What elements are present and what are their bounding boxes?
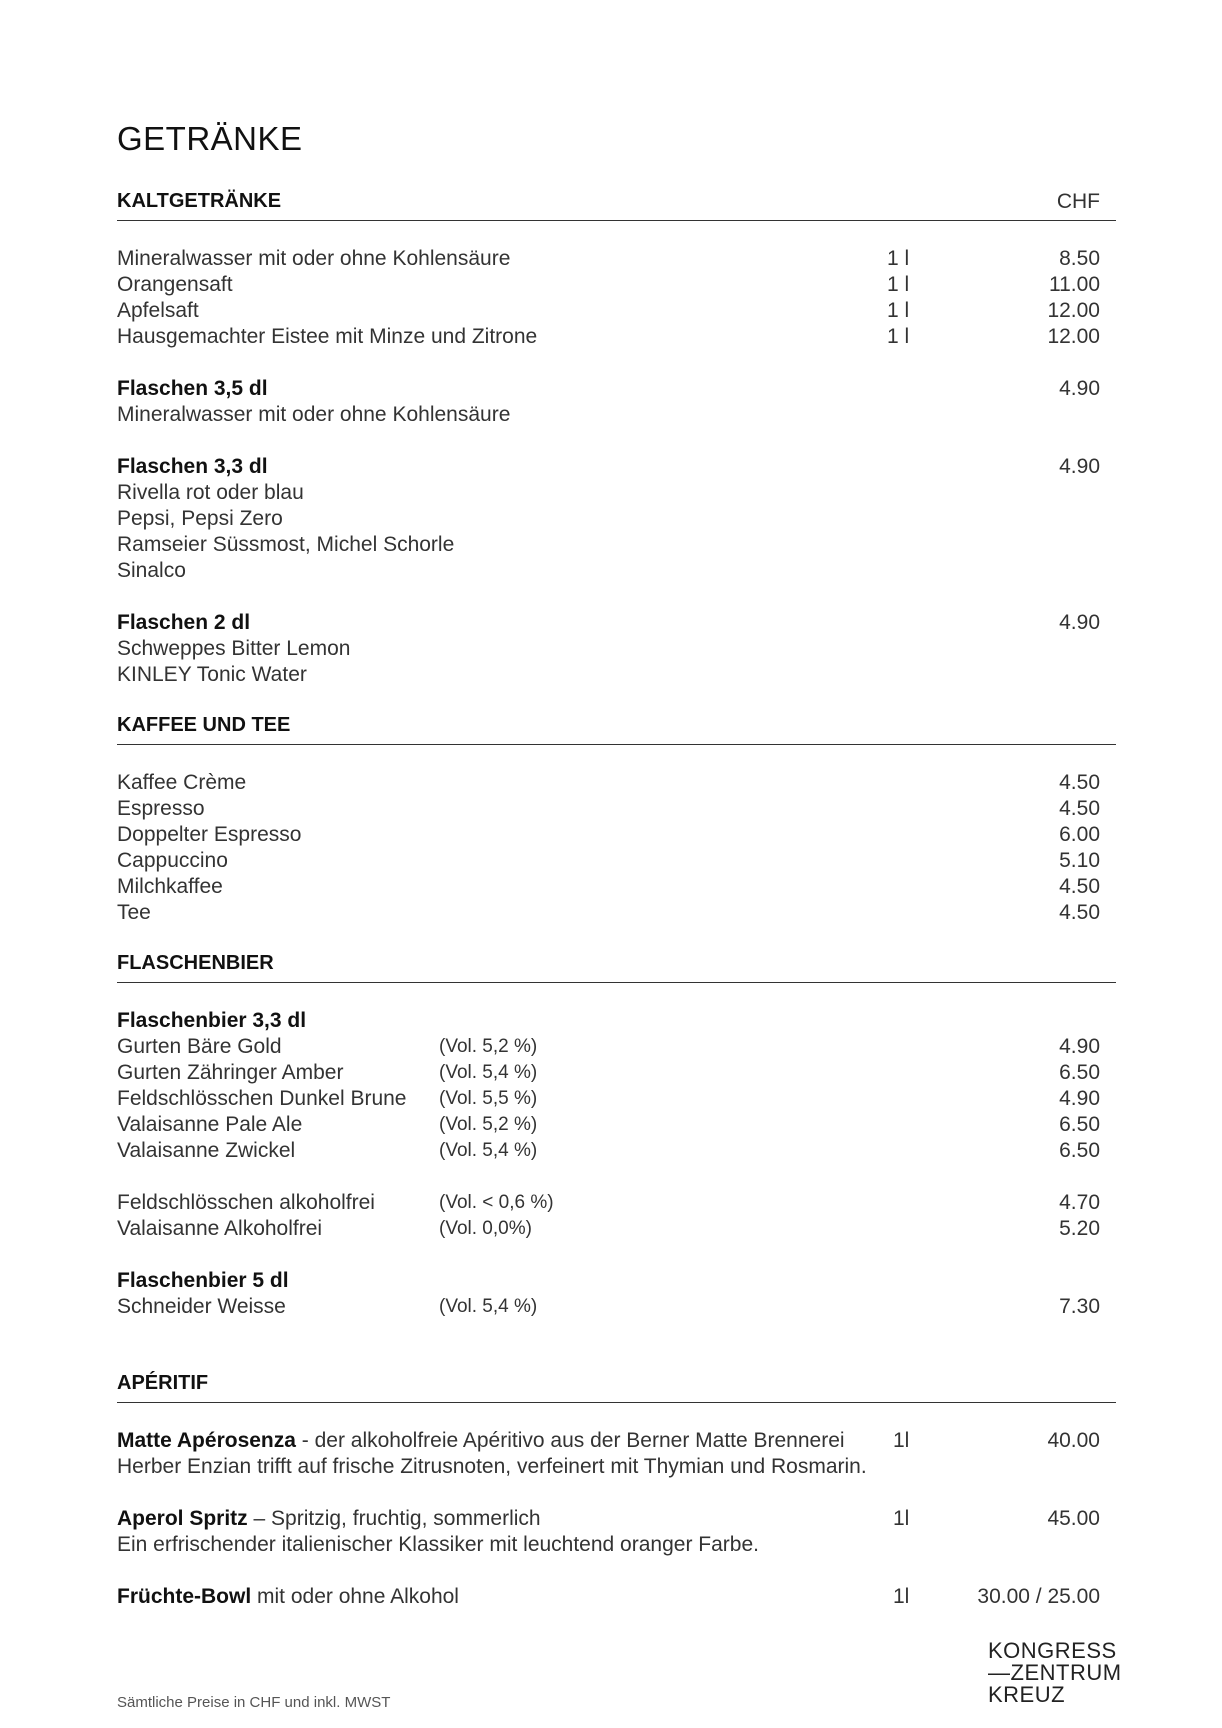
item-description-line (117, 1532, 1116, 1558)
item-size: 1 l (887, 325, 910, 348)
item-name: Tee (117, 901, 151, 924)
list-item (117, 402, 1116, 428)
menu-item (117, 272, 1116, 298)
item-price: 12.00 (1047, 299, 1100, 322)
item-size: 1 l (887, 273, 910, 296)
section-header-flaschenbier (117, 952, 1116, 983)
item-name: Schneider Weisse (117, 1295, 286, 1318)
item-price: 4.90 (1059, 1087, 1100, 1110)
item-name: Feldschlösschen Dunkel Brune (117, 1087, 407, 1110)
item-price: 8.50 (1059, 247, 1100, 270)
group-heading-flaschen-33 (117, 454, 1116, 480)
group-price: 4.90 (1059, 455, 1100, 478)
item-price: 7.30 (1059, 1295, 1100, 1318)
item-volume: (Vol. 0,0%) (439, 1218, 532, 1239)
item-price: 4.50 (1059, 771, 1100, 794)
group-title: Flaschen 2 dl (117, 611, 251, 634)
item-name: Pepsi, Pepsi Zero (117, 507, 283, 530)
item-name: Valaisanne Alkoholfrei (117, 1217, 323, 1240)
item-price: 6.50 (1059, 1061, 1100, 1084)
section-title: KAFFEE UND TEE (117, 714, 291, 736)
menu-item (117, 1086, 1116, 1112)
item-name: Milchkaffee (117, 875, 223, 898)
item-name: Ramseier Süssmost, Michel Schorle (117, 533, 455, 556)
group-title: Flaschen 3,3 dl (117, 455, 268, 478)
item-price: 4.50 (1059, 901, 1100, 924)
item-description: mit oder ohne Alkohol (251, 1585, 459, 1608)
item-volume: (Vol. < 0,6 %) (439, 1192, 554, 1213)
item-price: 5.20 (1059, 1217, 1100, 1240)
logo-line: —ZENTRUM (988, 1660, 1122, 1685)
item-price: 6.50 (1059, 1113, 1100, 1136)
item-detail: Herber Enzian trifft auf frische Zitrusnoten, verfeinert mit Thymian und Rosmarin. (117, 1455, 867, 1478)
item-description-line (117, 1454, 1116, 1480)
menu-item (117, 1584, 1116, 1610)
item-name (117, 1506, 541, 1532)
menu-item (117, 796, 1116, 822)
kongresszentrum-kreuz-logo (988, 1640, 1122, 1706)
menu-item (117, 1060, 1116, 1086)
menu-item (117, 1428, 1116, 1454)
list-item (117, 662, 1116, 688)
item-name: Gurten Zähringer Amber (117, 1061, 344, 1084)
group-title: Flaschen 3,5 dl (117, 377, 268, 400)
group-price: 4.90 (1059, 377, 1100, 400)
item-price: 4.90 (1059, 1035, 1100, 1058)
item-name: Schweppes Bitter Lemon (117, 637, 351, 660)
item-name: Kaffee Crème (117, 771, 247, 794)
item-price: 4.50 (1059, 797, 1100, 820)
list-item (117, 532, 1116, 558)
item-volume: (Vol. 5,5 %) (439, 1088, 538, 1109)
group-title: Flaschenbier 3,3 dl (117, 1009, 307, 1032)
section-title: APÉRITIF (117, 1372, 209, 1394)
group-heading-flaschenbier-5 (117, 1268, 1116, 1294)
item-description: – Spritzig, fruchtig, sommerlich (247, 1507, 541, 1530)
menu-item (117, 298, 1116, 324)
item-name: Apfelsaft (117, 299, 199, 322)
list-item (117, 506, 1116, 532)
item-description: - der alkoholfreie Apéritivo aus der Berner Matte Brennerei (295, 1429, 845, 1452)
item-price: 6.50 (1059, 1139, 1100, 1162)
menu-item (117, 1190, 1116, 1216)
item-size: 1 l (887, 299, 910, 322)
menu-item (117, 1138, 1116, 1164)
item-name: Feldschlösschen alkoholfrei (117, 1191, 375, 1214)
item-volume: (Vol. 5,4 %) (439, 1062, 538, 1083)
section-header-kaffee-und-tee (117, 714, 1116, 745)
list-item (117, 480, 1116, 506)
item-name: Valaisanne Zwickel (117, 1139, 296, 1162)
menu-item (117, 1034, 1116, 1060)
menu-item (117, 1112, 1116, 1138)
list-item (117, 636, 1116, 662)
item-name: Rivella rot oder blau (117, 481, 304, 504)
menu-item (117, 848, 1116, 874)
item-title: Matte Apérosenza (117, 1429, 296, 1452)
item-name: Hausgemachter Eistee mit Minze und Zitrone (117, 325, 538, 348)
item-volume: (Vol. 5,4 %) (439, 1140, 538, 1161)
item-volume: (Vol. 5,2 %) (439, 1036, 538, 1057)
item-price: 40.00 (1047, 1429, 1100, 1452)
item-price: 45.00 (1047, 1507, 1100, 1530)
group-heading-flaschenbier-33 (117, 1008, 1116, 1034)
item-size: 1l (893, 1507, 910, 1530)
currency-label: CHF (1056, 190, 1100, 213)
group-title: Flaschenbier 5 dl (117, 1269, 289, 1292)
item-name: Doppelter Espresso (117, 823, 302, 846)
section-title: KALTGETRÄNKE (117, 190, 282, 212)
group-price: 4.90 (1059, 611, 1100, 634)
item-price: 6.00 (1059, 823, 1100, 846)
footer-note: Sämtliche Preise in CHF und inkl. MWST (117, 1694, 391, 1711)
item-name: Gurten Bäre Gold (117, 1035, 282, 1058)
menu-item (117, 1216, 1116, 1242)
item-size: 1l (893, 1429, 910, 1452)
group-heading-flaschen-2 (117, 610, 1116, 636)
item-name: Orangensaft (117, 273, 233, 296)
group-heading-flaschen-35 (117, 376, 1116, 402)
menu-item (117, 324, 1116, 350)
menu-item (117, 1506, 1116, 1532)
item-name: Valaisanne Pale Ale (117, 1113, 303, 1136)
section-header-kaltgetraenke (117, 190, 1116, 221)
menu-item (117, 1294, 1116, 1320)
menu-item (117, 822, 1116, 848)
item-title: Aperol Spritz (117, 1507, 248, 1530)
item-name: Sinalco (117, 559, 186, 582)
item-name: Espresso (117, 797, 205, 820)
item-price: 12.00 (1047, 325, 1100, 348)
menu-item (117, 246, 1116, 272)
section-header-aperitif (117, 1372, 1116, 1403)
item-size: 1 l (887, 247, 910, 270)
menu-item (117, 900, 1116, 926)
item-price: 5.10 (1059, 849, 1100, 872)
item-name (117, 1584, 459, 1610)
item-volume: (Vol. 5,4 %) (439, 1296, 538, 1317)
item-name: KINLEY Tonic Water (117, 663, 307, 686)
item-name (117, 1428, 845, 1454)
item-name: Mineralwasser mit oder ohne Kohlensäure (117, 403, 511, 426)
item-price: 4.70 (1059, 1191, 1100, 1214)
item-name: Cappuccino (117, 849, 228, 872)
section-title: FLASCHENBIER (117, 952, 274, 974)
item-detail: Ein erfrischender italienischer Klassiker mit leuchtend oranger Farbe. (117, 1533, 759, 1556)
page-title: GETRÄNKE (117, 120, 303, 157)
item-title: Früchte-Bowl (117, 1585, 252, 1608)
item-price: 11.00 (1049, 273, 1100, 296)
logo-line: KREUZ (988, 1682, 1066, 1707)
item-price: 30.00 / 25.00 (977, 1585, 1100, 1608)
item-price: 4.50 (1059, 875, 1100, 898)
item-volume: (Vol. 5,2 %) (439, 1114, 538, 1135)
menu-item (117, 770, 1116, 796)
item-name: Mineralwasser mit oder ohne Kohlensäure (117, 247, 511, 270)
logo-line: KONGRESS (988, 1638, 1117, 1663)
menu-item (117, 874, 1116, 900)
list-item (117, 558, 1116, 584)
item-size: 1l (893, 1585, 910, 1608)
